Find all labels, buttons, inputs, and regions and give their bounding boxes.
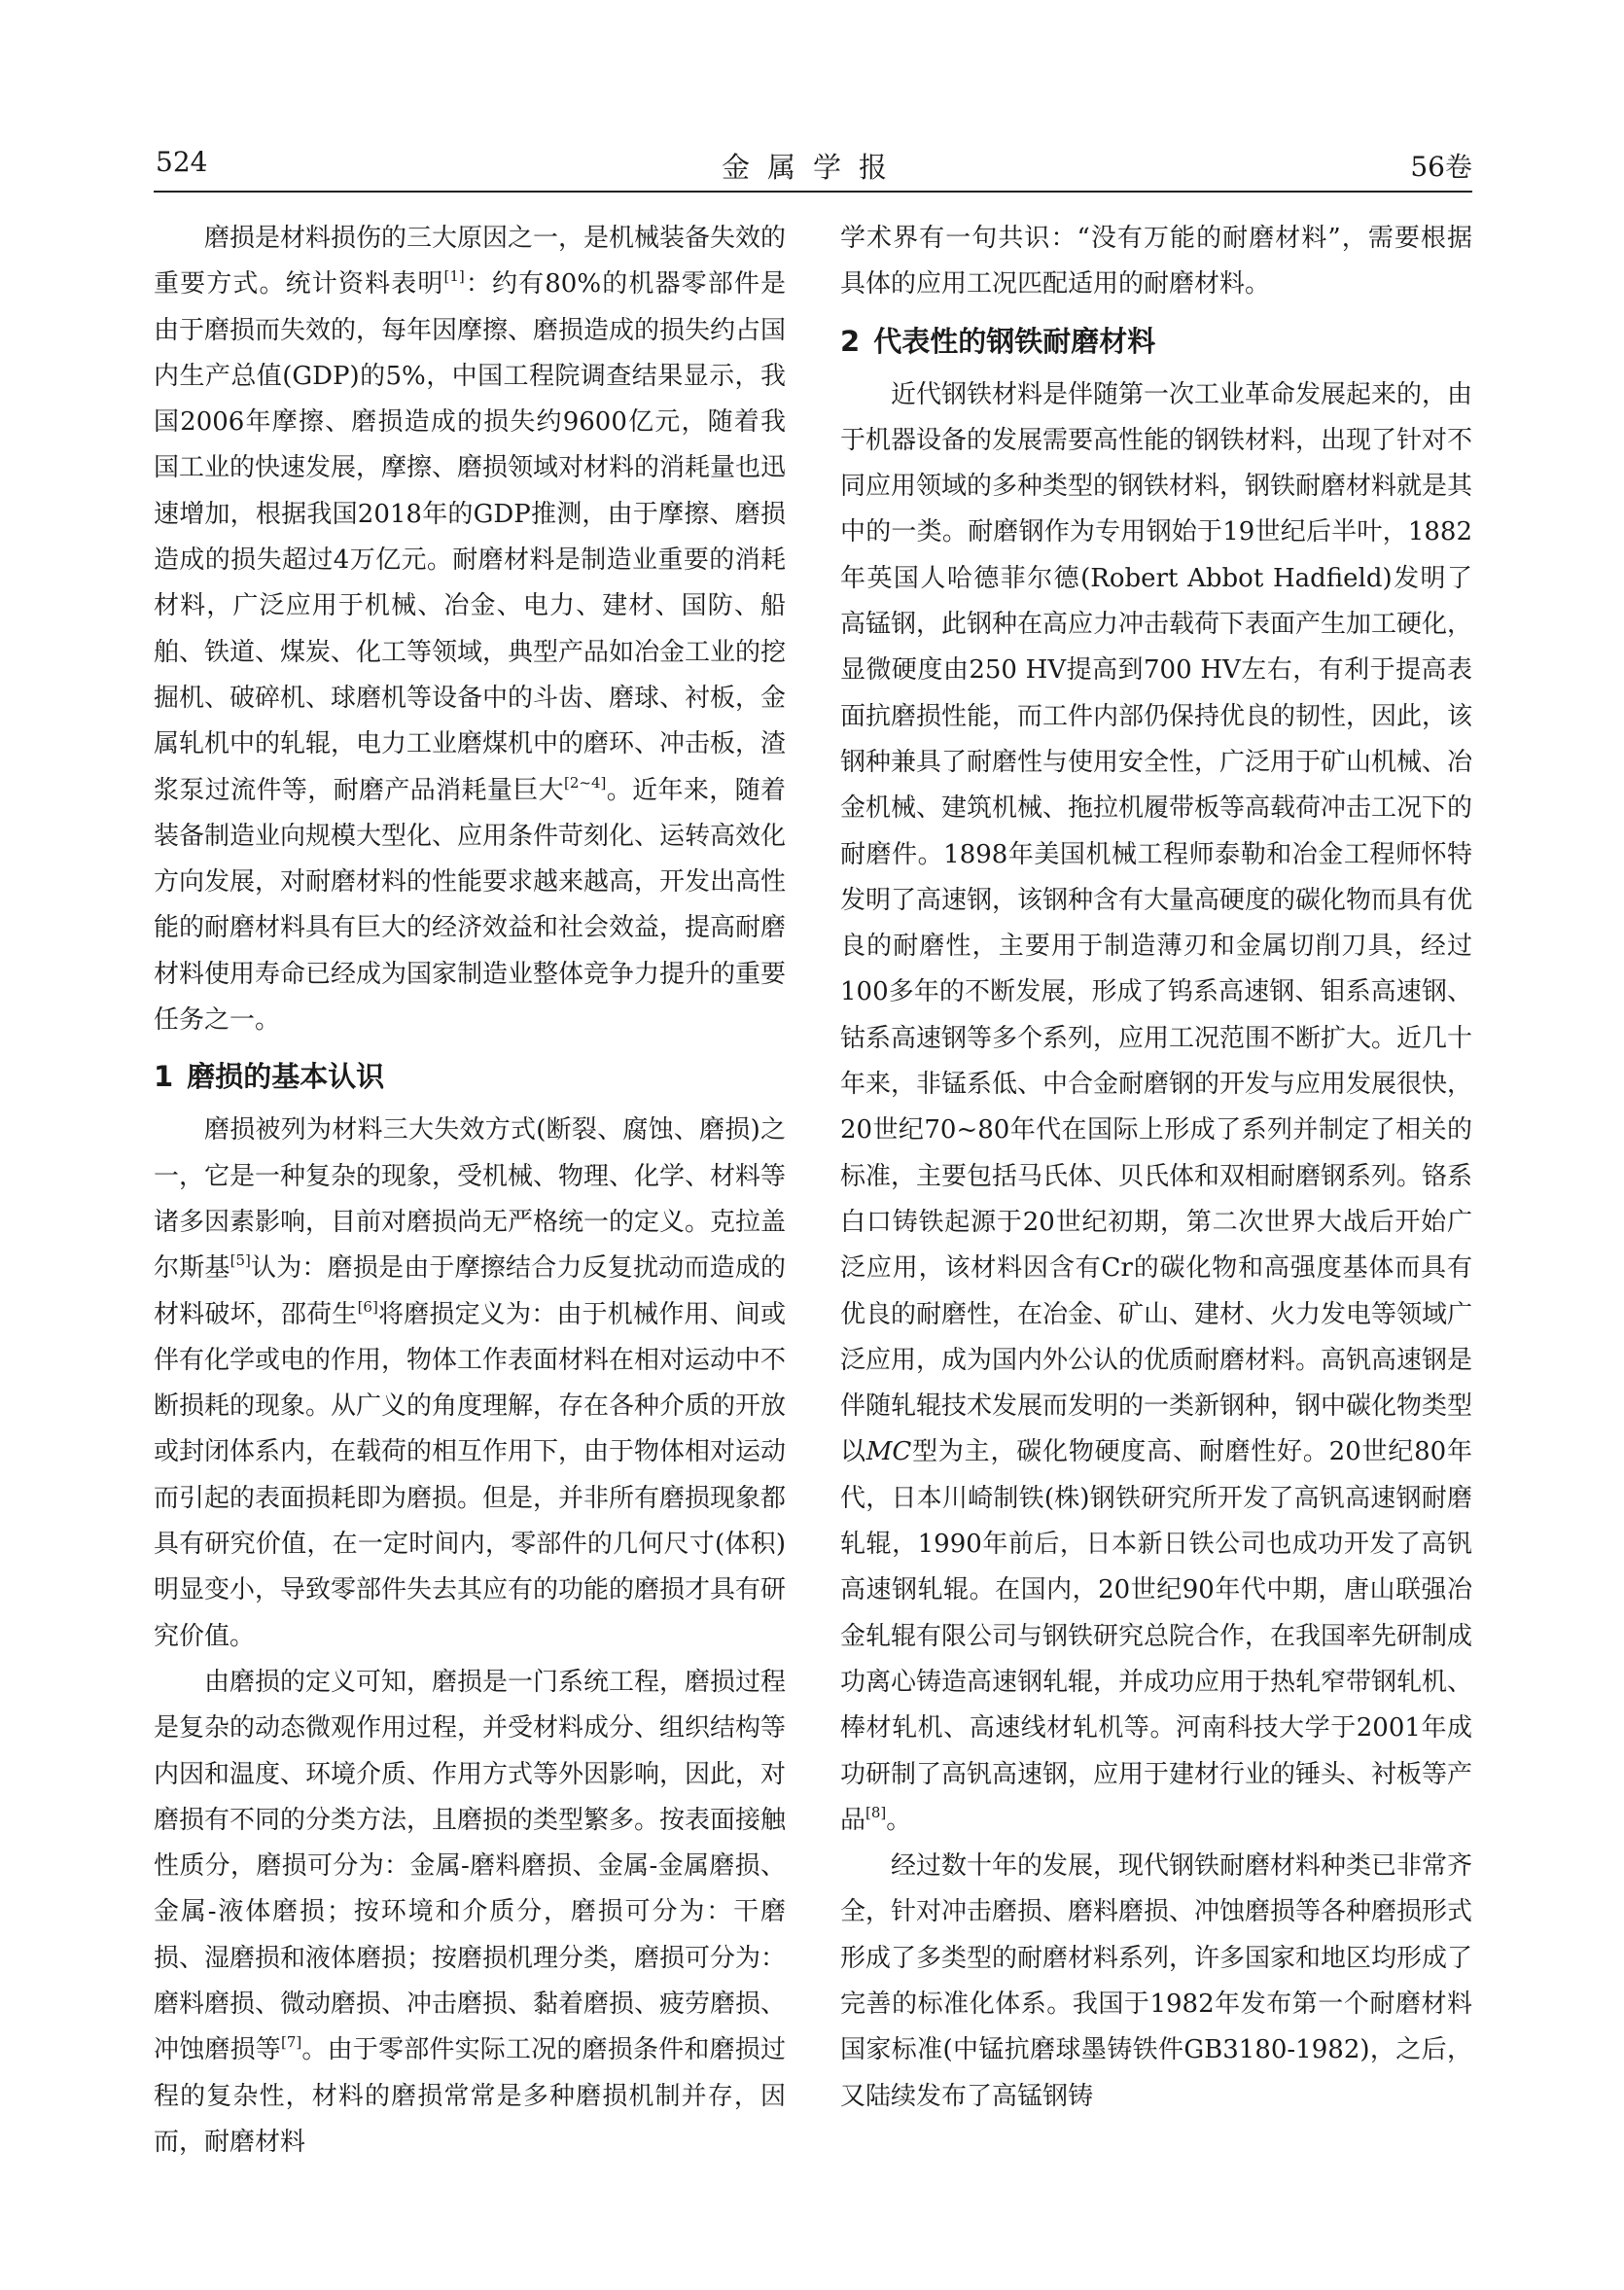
citation-ref[interactable]: [8]: [865, 1803, 887, 1821]
section-heading-1: 1 磨损的基本认识: [154, 1060, 385, 1094]
left-column: [154, 216, 786, 2170]
paragraph-wear-definition: 磨损被列为材料三大失效方式(断裂、腐蚀、磨损)之一，它是一种复杂的现象，受机械、物理、化学、材料等诸多因素影响，目前对磨损尚无严格统一的定义。克拉盖尔斯基[5]认为：磨损是由于摩擦结合力反复扰动而造成的材料破坏，邵荷生[6]将磨损定义为：由于机械作用、间或伴有化学或电的作用，物体工作表面材料在相对运动中不断损耗的现象。从广义的角度理解，存在各种介质的开放或封闭体系内，在载荷的相互作用下，由于物体相对运动而引起的表面损耗即为磨损。但是，并非所有磨损现象都具有研究价值，在一定时间内，零部件的几何尺寸(体积)明显变小，导致零部件失去其应有的功能的磨损才具有研究价值。: [154, 1115, 786, 1651]
mc-carbide-term: MC: [865, 1437, 912, 1467]
page-number: 524: [156, 146, 208, 178]
journal-title: 金属学报: [721, 151, 904, 184]
citation-ref[interactable]: [5]: [229, 1251, 251, 1270]
paragraph-wear-classification: 由磨损的定义可知，磨损是一门系统工程，磨损过程是复杂的动态微观作用过程，并受材料成分、组织结构等内因和温度、环境介质、作用方式等外因影响，因此，对磨损有不同的分类方法，且磨损的类型繁多。按表面接触性质分，磨损可分为：金属-磨料磨损、金属-金属磨损、金属-液体磨损；按环境和介质分，磨损可分为：干磨损、湿磨损和液体磨损；按磨损机理分类，磨损可分为：磨料磨损、微动磨损、冲击磨损、黏着磨损、疲劳磨损、冲蚀磨损等[7]。由于零部件实际工况的磨损条件和磨损过程的复杂性，材料的磨损常常是多种磨损机制并存，因而，耐磨材料: [154, 1667, 786, 2157]
paragraph-intro: 磨损是材料损伤的三大原因之一，是机械装备失效的重要方式。统计资料表明[1]：约有80%的机器零部件是由于磨损而失效的，每年因摩擦、磨损造成的损失约占国内生产总值(GDP)的5%，中国工程院调查结果显示，我国2006年摩擦、磨损造成的损失约9600亿元，随着我国工业的快速发展，摩擦、磨损领域对材料的消耗量也迅速增加，根据我国2018年的GDP推测，由于摩擦、磨损造成的损失超过4万亿元。耐磨材料是制造业重要的消耗材料，广泛应用于机械、冶金、电力、建材、国防、船舶、铁道、煤炭、化工等领域，典型产品如冶金工业的挖掘机、破碎机、球磨机等设备中的斗齿、磨球、衬板，金属轧机中的轧辊，电力工业磨煤机中的磨环、冲击板，渣浆泵过流件等，耐磨产品消耗量巨大[2~4]。近年来，随着装备制造业向规模大型化、应用条件苛刻化、运转高效化方向发展，对耐磨材料的性能要求越来越高，开发出高性能的耐磨材料具有巨大的经济效益和社会效益，提高耐磨材料使用寿命已经成为国家制造业整体竞争力提升的重要任务之一。: [154, 224, 786, 1036]
paragraph-standards: 经过数十年的发展，现代钢铁耐磨材料种类已非常齐全，针对冲击磨损、磨料磨损、冲蚀磨损等各种磨损形式形成了多类型的耐磨材料系列，许多国家和地区均形成了完善的标准化体系。我国于1982年发布第一个耐磨材料国家标准(中锰抗磨球墨铸铁件GB3180-1982)，之后，又陆续发布了高锰钢铸: [840, 1851, 1472, 2111]
page-header: [154, 146, 1472, 185]
volume-label: 56卷: [1410, 151, 1472, 183]
section-heading-2: 2 代表性的钢铁耐磨材料: [840, 324, 1156, 358]
paragraph-steel-history: 近代钢铁材料是伴随第一次工业革命发展起来的，由于机器设备的发展需要高性能的钢铁材料，出现了针对不同应用领域的多种类型的钢铁材料，钢铁耐磨材料就是其中的一类。耐磨钢作为专用钢始于19世纪后半叶，1882年英国人哈德菲尔德(Robert Abbot Hadfield)发明了高锰钢，此钢种在高应力冲击载荷下表面产生加工硬化，显微硬度由250 HV提高到700 HV左右，有利于提高表面抗磨损性能，而工件内部仍保持优良的韧性，因此，该钢种兼具了耐磨性与使用安全性，广泛用于矿山机械、冶金机械、建筑机械、拖拉机履带板等高载荷冲击工况下的耐磨件。1898年美国机械工程师泰勒和冶金工程师怀特发明了高速钢，该钢种含有大量高硬度的碳化物而具有优良的耐磨性，主要用于制造薄刃和金属切削刀具，经过100多年的不断发展，形成了钨系高速钢、钼系高速钢、钴系高速钢等多个系列，应用工况范围不断扩大。近几十年来，非锰系低、中合金耐磨钢的开发与应用发展很快，20世纪70~80年代在国际上形成了系列并制定了相关的标准，主要包括马氏体、贝氏体和双相耐磨钢系列。铬系白口铸铁起源于20世纪初期，第二次世界大战后开始广泛应用，该材料因含有Cr的碳化物和高强度基体而具有优良的耐磨性，在冶金、矿山、建材、火力发电等领域广泛应用，成为国内外公认的优质耐磨材料。高钒高速钢是伴随轧辊技术发展而发明的一类新钢种，钢中碳化物类型以MC型为主，碳化物硬度高、耐磨性好。20世纪80年代，日本川崎制铁(株)钢铁研究所开发了高钒高速钢耐磨轧辊，1990年前后，日本新日铁公司也成功开发了高钒高速钢轧辊。在国内，20世纪90年代中期，唐山联强冶金轧辊有限公司与钢铁研究总院合作，在我国率先研制成功离心铸造高速钢轧辊，并成功应用于热轧窄带钢轧机、棒材轧机、高速线材轧机等。河南科技大学于2001年成功研制了高钒高速钢，应用于建材行业的锤头、衬板等产品[8]。: [840, 379, 1472, 1835]
paragraph-continued: 学术界有一句共识：“没有万能的耐磨材料”，需要根据具体的应用工况匹配适用的耐磨材料。: [840, 224, 1472, 299]
citation-ref[interactable]: [2~4]: [564, 773, 607, 792]
citation-ref[interactable]: [7]: [280, 2033, 302, 2052]
citation-ref[interactable]: [6]: [357, 1297, 378, 1316]
citation-ref[interactable]: [1]: [443, 267, 465, 286]
header-rule: [154, 191, 1472, 193]
right-column: [840, 216, 1472, 2170]
